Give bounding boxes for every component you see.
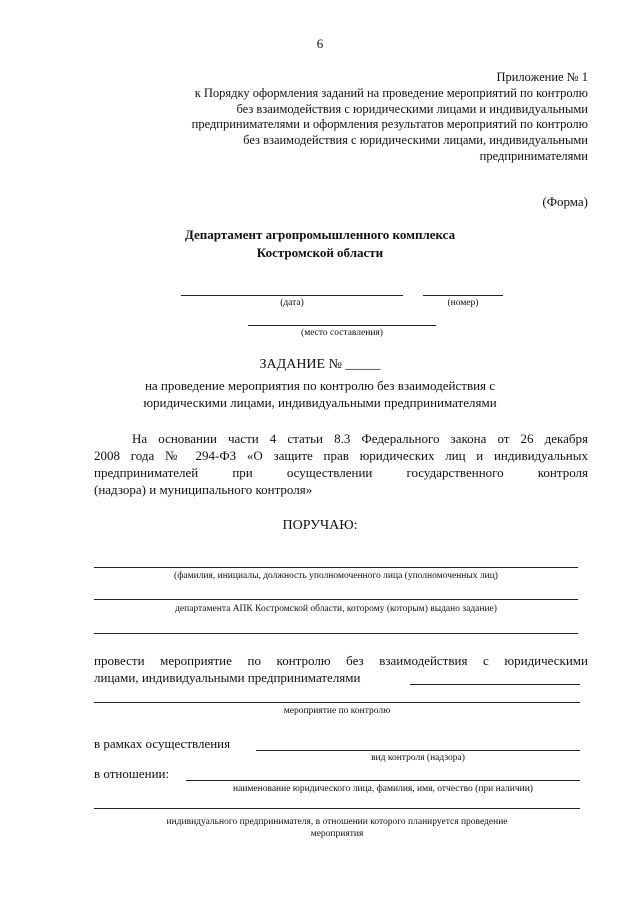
extra-line[interactable] — [94, 633, 578, 634]
basis-line: 2008 года № 294-ФЗ «О защите прав юридических лиц и индивидуальных — [94, 448, 588, 463]
entrepreneur-field-line[interactable] — [94, 808, 580, 809]
subtitle-line: на проведение мероприятия по контролю без взаимодействия с — [144, 378, 496, 393]
entrepreneur-caption: индивидуального предпринимателя, в отношении которого планируется проведение — [166, 817, 508, 827]
control-type-caption: вид контроля (надзора) — [371, 753, 465, 763]
appendix-line: к Порядку оформления заданий на проведение мероприятий по контролю — [194, 85, 588, 100]
appendix-line: предпринимателями и оформления результатов мероприятий по контролю — [191, 117, 588, 132]
authorized-person-caption: (фамилия, инициалы, должность уполномоченного лица (уполномоченных лиц) — [174, 571, 498, 581]
appendix-line: Приложение № 1 — [496, 70, 588, 84]
date-caption: (дата) — [280, 298, 304, 308]
basis-line: На основании части 4 статьи 8.3 Федерального закона от 26 декабря — [132, 431, 588, 446]
legal-basis-paragraph — [94, 430, 588, 498]
authorized-person-line[interactable] — [94, 567, 578, 568]
assignment-title: ЗАДАНИЕ № _____ — [259, 357, 381, 372]
framework-label: в рамках осуществления — [94, 736, 231, 751]
entrepreneur-caption: мероприятия — [310, 829, 364, 839]
place-caption: (место составления) — [301, 328, 383, 338]
control-type-field-line[interactable] — [256, 750, 580, 751]
appendix-line: предпринимателями — [479, 148, 588, 163]
appendix-header — [192, 70, 588, 165]
basis-line: (надзора) и муниципального контроля» — [94, 482, 313, 497]
number-field-line[interactable] — [423, 295, 503, 296]
regarding-label: в отношении: — [94, 766, 170, 781]
department-staff-line[interactable] — [94, 599, 578, 600]
date-field-line[interactable] — [181, 295, 403, 296]
conduct-line: провести мероприятие по контролю без взаимодействия с юридическими — [94, 653, 588, 668]
appendix-line: без взаимодействия с юридическими лицами и индивидуальными — [236, 101, 588, 116]
entity-caption: наименование юридического лица, фамилия, имя, отчество (при наличии) — [233, 784, 533, 794]
number-caption: (номер) — [447, 298, 479, 308]
department-line: Костромской области — [256, 245, 384, 260]
department-line: Департамент агропромышленного комплекса — [184, 227, 456, 242]
department-staff-caption: департамента АПК Костромской области, которому (которым) выдано задание) — [175, 604, 497, 614]
basis-line: предпринимателей при осуществлении государственного контроля — [94, 465, 588, 480]
page-number: 6 — [316, 36, 324, 51]
appendix-line: без взаимодействия с юридическими лицами, индивидуальными — [243, 133, 588, 148]
conduct-field-line[interactable] — [410, 684, 580, 685]
assignment-subtitle — [0, 377, 640, 411]
entity-field-line[interactable] — [186, 780, 580, 781]
activity-caption: мероприятие по контролю — [283, 706, 391, 716]
department-name — [0, 226, 640, 262]
subtitle-line: юридическими лицами, индивидуальными предпринимателями — [143, 395, 497, 410]
form-label: (Форма) — [542, 194, 588, 209]
order-word: ПОРУЧАЮ: — [282, 518, 358, 533]
place-field-line[interactable] — [248, 325, 436, 326]
activity-field-line[interactable] — [94, 702, 580, 703]
conduct-line: лицами, индивидуальными предпринимателями — [94, 670, 361, 685]
